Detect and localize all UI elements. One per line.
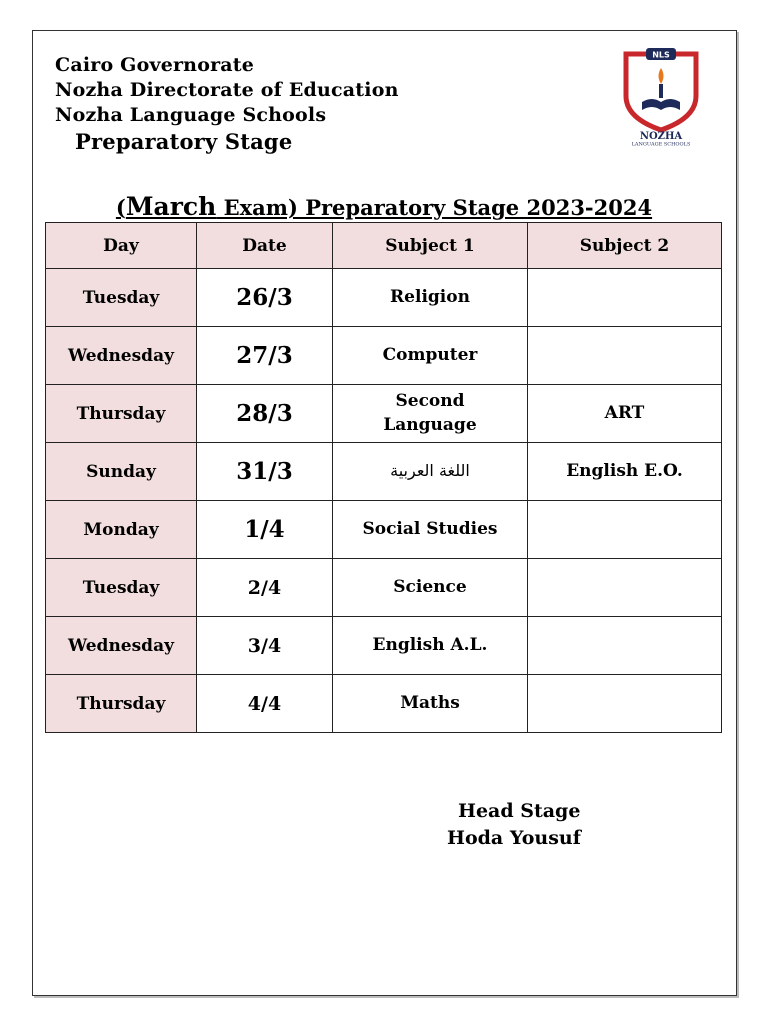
title-open: ( xyxy=(115,195,126,220)
exam-schedule-table xyxy=(45,222,722,733)
cell-subject1: Computer xyxy=(333,327,528,385)
cell-date: 28/3 xyxy=(197,385,333,443)
cell-subject2 xyxy=(528,501,722,559)
cell-subject1: Science xyxy=(333,559,528,617)
header-subject2: Subject 2 xyxy=(528,223,722,269)
cell-subject2 xyxy=(528,327,722,385)
cell-subject2 xyxy=(528,675,722,733)
cell-date: 2/4 xyxy=(197,559,333,617)
table-row xyxy=(46,617,722,675)
cell-date: 3/4 xyxy=(197,617,333,675)
school-logo xyxy=(616,46,706,146)
title-month: March xyxy=(125,192,217,221)
cell-subject1: English A.L. xyxy=(333,617,528,675)
cell-day: Thursday xyxy=(46,675,197,733)
cell-subject2 xyxy=(528,269,722,327)
signature-role: Head Stage xyxy=(458,800,581,822)
cell-subject1: Social Studies xyxy=(333,501,528,559)
table-row xyxy=(46,443,722,501)
header-school: Nozha Language Schools xyxy=(55,104,327,126)
cell-date: 27/3 xyxy=(197,327,333,385)
logo-subtitle: LANGUAGE SCHOOLS xyxy=(631,141,691,146)
cell-day: Monday xyxy=(46,501,197,559)
cell-subject1: اللغة العربية xyxy=(333,443,528,501)
header-stage: Preparatory Stage xyxy=(75,129,293,154)
table-header-row xyxy=(46,223,722,269)
header-day: Day xyxy=(46,223,197,269)
cell-subject2 xyxy=(528,559,722,617)
cell-subject2: English E.O. xyxy=(528,443,722,501)
header-directorate: Nozha Directorate of Education xyxy=(55,79,399,101)
cell-day: Tuesday xyxy=(46,559,197,617)
signature-name: Hoda Yousuf xyxy=(447,827,581,849)
cell-subject1: Maths xyxy=(333,675,528,733)
schedule-title xyxy=(0,192,768,221)
cell-subject2 xyxy=(528,617,722,675)
cell-subject1: Religion xyxy=(333,269,528,327)
cell-day: Thursday xyxy=(46,385,197,443)
cell-day: Sunday xyxy=(46,443,197,501)
cell-date: 1/4 xyxy=(197,501,333,559)
header-governorate: Cairo Governorate xyxy=(55,54,255,76)
cell-subject1: Second Language xyxy=(333,385,528,443)
cell-day: Wednesday xyxy=(46,327,197,385)
table-row xyxy=(46,327,722,385)
cell-day: Wednesday xyxy=(46,617,197,675)
cell-date: 31/3 xyxy=(197,443,333,501)
title-rest: Exam) Preparatory Stage 2023-2024 xyxy=(216,195,653,220)
cell-subject2: ART xyxy=(528,385,722,443)
table-row xyxy=(46,501,722,559)
header-date: Date xyxy=(197,223,333,269)
cell-date: 26/3 xyxy=(197,269,333,327)
cell-day: Tuesday xyxy=(46,269,197,327)
logo-badge-text: NLS xyxy=(652,50,670,60)
table-row xyxy=(46,269,722,327)
cell-date: 4/4 xyxy=(197,675,333,733)
table-row xyxy=(46,675,722,733)
header-subject1: Subject 1 xyxy=(333,223,528,269)
table-row xyxy=(46,559,722,617)
table-row xyxy=(46,385,722,443)
logo-name: NOZHA xyxy=(639,131,683,142)
